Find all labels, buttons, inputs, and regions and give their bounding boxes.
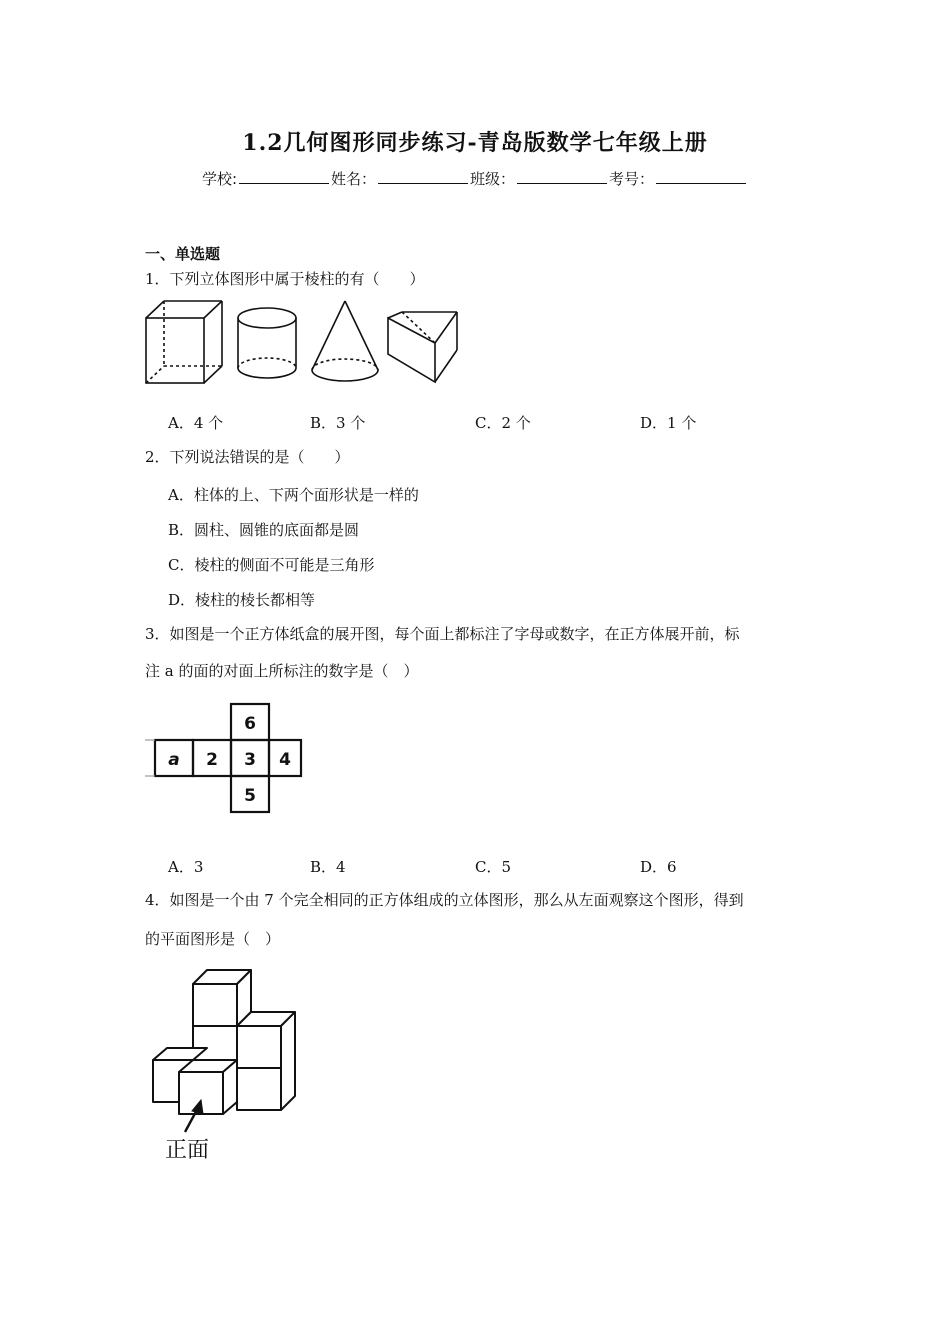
q3-option-b[interactable]: B．4 [310, 858, 346, 876]
q1-option-c[interactable]: C．2 个 [475, 414, 531, 432]
page-title: 1.2几何图形同步练习-青岛版数学七年级上册 [242, 130, 708, 156]
q3-cube-net-figure [145, 700, 315, 820]
q3-option-d[interactable]: D．6 [640, 858, 677, 876]
section-heading: 一、单选题 [145, 245, 221, 263]
net-label-5: 5 [244, 786, 256, 806]
q3-stem-line1: 3．如图是一个正方体纸盒的展开图，每个面上都标注了字母或数字，在正方体展开前，标 [145, 625, 740, 643]
school-blank[interactable] [239, 169, 329, 184]
q2-option-d[interactable]: D．棱柱的棱长都相等 [168, 591, 316, 609]
name-blank[interactable] [378, 169, 468, 184]
q2-option-a[interactable]: A．柱体的上、下两个面形状是一样的 [168, 486, 419, 504]
net-label-4: 4 [279, 750, 291, 770]
q4-cube-stack-figure [145, 960, 315, 1170]
net-label-a: a [168, 750, 180, 770]
school-label: 学校: [201, 170, 237, 188]
q1-option-d[interactable]: D．1 个 [640, 414, 697, 432]
q3-option-a[interactable]: A．3 [168, 858, 204, 876]
q2-option-c[interactable]: C．棱柱的侧面不可能是三角形 [168, 556, 375, 574]
net-label-3: 3 [244, 750, 256, 770]
q1-solids-figure [140, 298, 470, 390]
class-blank[interactable] [517, 169, 607, 184]
cone-figure [312, 301, 378, 381]
class-label: 班级： [470, 170, 516, 188]
student-info-line [0, 168, 950, 189]
q3-option-c[interactable]: C．5 [475, 858, 512, 876]
net-label-2: 2 [206, 750, 218, 770]
name-label: 姓名： [331, 170, 377, 188]
front-label: 正面 [165, 1138, 210, 1163]
exam-no-label: 考号： [609, 170, 655, 188]
cube-figure [146, 301, 222, 383]
cylinder-figure [238, 308, 296, 378]
q1-option-b[interactable]: B．3 个 [310, 414, 366, 432]
net-label-6: 6 [244, 714, 256, 734]
q1-option-a[interactable]: A．4 个 [168, 414, 224, 432]
q1-stem: 1．下列立体图形中属于棱柱的有（ ） [145, 270, 425, 288]
q2-option-b[interactable]: B．圆柱、圆锥的底面都是圆 [168, 521, 360, 539]
q2-stem: 2．下列说法错误的是（ ） [145, 448, 350, 466]
q3-stem-line2: 注 a 的面的对面上所标注的数字是（ ） [145, 662, 419, 680]
q4-stem-line2: 的平面图形是（ ） [145, 930, 281, 948]
triangular-prism-figure [388, 312, 457, 382]
exam-no-blank[interactable] [656, 169, 746, 184]
q4-stem-line1: 4．如图是一个由 7 个完全相同的正方体组成的立体图形，那么从左面观察这个图形，得到 [145, 891, 744, 909]
